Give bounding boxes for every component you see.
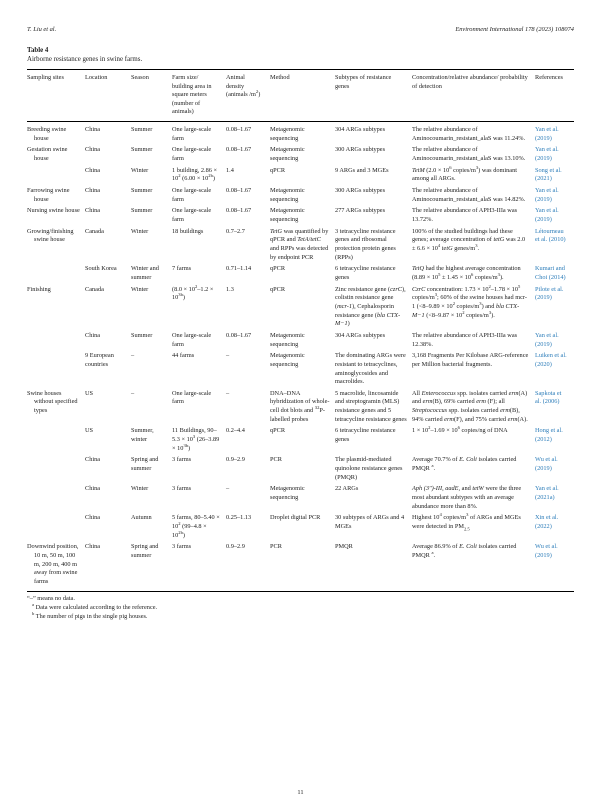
table-cell: PMQR <box>335 543 353 551</box>
table-cell: – <box>131 352 135 360</box>
table-cell: Nursing swine house <box>27 207 80 215</box>
table-cell: One large-scale farm <box>172 125 212 142</box>
table-cell: The relative abundance of APH3-IIIa was 12.38%. <box>412 331 518 348</box>
table-cell: 3 farms <box>172 456 192 464</box>
reference-link[interactable]: Yan et al. (2019) <box>535 331 559 348</box>
table-cell: One large-scale farm <box>172 146 212 162</box>
table-cell <box>27 455 85 484</box>
table-cell: 0.7–2.7 <box>226 227 245 235</box>
table-cell: 5 farms, $80-5.40 \times 10^2$ $(99-4.8 \times 10^{2b})$ <box>172 514 220 539</box>
table-cell: TetQ had the highest average concentration ($8.89 \times 10^5 \pm 1.45 \times 10^6$ copies/$m^3$). <box>412 265 521 281</box>
table-cell: qPCR <box>270 285 286 293</box>
table-cell: Gestation swine house <box>27 146 68 162</box>
table-cell: China <box>85 456 101 464</box>
reference-link[interactable]: Yan et al. (2019) <box>535 187 559 203</box>
table-cell: US <box>85 389 94 397</box>
table-cell: Spring and summer <box>131 543 159 559</box>
table-cell: 7 farms <box>172 265 192 273</box>
table-cell: 1.3 <box>226 285 234 293</box>
table-cell: 11 Buildings, $90-5.3 \times 10^3$ $(26-3.89 \times 10^{3b})$ <box>172 427 220 452</box>
table-cell: Summer <box>131 146 153 154</box>
table-label: Table 4 <box>27 47 49 54</box>
table-row <box>27 484 574 513</box>
table-cell: The plasmid-mediated quinolone resistance genes (PMQR) <box>335 456 403 481</box>
column-header: Subtypes of resistance genes <box>335 70 412 122</box>
table-cell: 1.4 <box>226 166 234 174</box>
reference-link[interactable]: Sapkota et al. (2006) <box>535 389 562 406</box>
table-cell: 44 farms <box>172 352 195 360</box>
table-cell: 3 tetracycline resistance genes and ribosomal protection protein genes (RPPs) <box>335 227 396 261</box>
table-cell: 0.9–2.9 <box>226 456 245 464</box>
reference-link[interactable]: Létourneau et al. (2010) <box>535 227 566 244</box>
table-row <box>27 186 574 206</box>
table-cell: South Korea <box>85 265 117 273</box>
table-cell: – <box>226 352 230 360</box>
table-row <box>27 388 574 426</box>
table-row <box>27 165 574 185</box>
table-cell: One large-scale farm <box>172 187 212 203</box>
table-cell: US <box>85 427 94 435</box>
reference-link[interactable]: Yan et al. (2019) <box>535 125 559 142</box>
column-header: Method <box>270 70 335 122</box>
table-cell: One large-scale farm <box>172 389 212 406</box>
table-cell: One large-scale farm <box>172 331 212 348</box>
table-cell: 3 farms <box>172 485 192 493</box>
journal-citation: Environment International 178 (2023) 108074 <box>455 26 574 33</box>
header-row <box>27 70 574 122</box>
table-cell: DNA–DNA hybridization of whole-cell dot blots and $^{32}$P-labelled probes <box>270 389 330 423</box>
table-footnotes <box>27 595 574 621</box>
table-cell: 6 tetracycline resistance genes <box>335 265 396 281</box>
table-cell: China <box>85 331 101 339</box>
table-cell: – <box>131 389 135 397</box>
table-caption: Airborne resistance genes in swine farms. <box>27 56 143 63</box>
column-header: Location <box>85 70 131 122</box>
table-cell: Metagenomic sequencing <box>270 146 305 162</box>
table-cell: Breeding swine house <box>27 125 67 142</box>
table-cell <box>27 165 85 185</box>
table-cell: – <box>226 389 230 397</box>
table-cell: Droplet digital PCR <box>270 514 321 522</box>
table-cell: Downwind position, 10 m, 50 m, 100 m, 200 m, 400 m away from swine farms <box>27 543 79 585</box>
table-cell: The relative abundance of APH3-IIIa was 13.72%. <box>412 207 518 224</box>
table-cell: Canada <box>85 285 104 293</box>
table-cell: Metagenomic sequencing <box>270 352 305 368</box>
table-row <box>27 513 574 542</box>
table-header <box>27 70 574 122</box>
table-cell: qPCR <box>270 166 286 174</box>
table-cell: Average 86.9% of E. Coli isolates carried PMQR $^a$. <box>412 543 517 559</box>
table-cell: 0.08–1.67 <box>226 207 252 215</box>
table-cell: 0.08–1.67 <box>226 146 252 154</box>
table-cell: 0.25–1.13 <box>226 514 252 522</box>
running-author: T. Liu et al. <box>27 26 57 33</box>
table-row <box>27 455 574 484</box>
reference-link[interactable]: Yan et al. (2021a) <box>535 485 559 501</box>
table-row <box>27 121 574 144</box>
table-cell: Metagenomic sequencing <box>270 125 305 142</box>
table-cell: TetM ($2.0 \times 10^6$ copies/$m^3$) was dominant among all ARGs. <box>412 164 517 183</box>
table-cell: China <box>85 485 101 493</box>
table-cell: Aph (3″)-III, aadE, and tetW were the three most abundant subtypes with an average abundance more than 8%. <box>412 485 522 510</box>
table-cell: 0.08–1.67 <box>226 331 252 339</box>
table-cell <box>27 330 85 350</box>
reference-link[interactable]: Pilote et al. (2019) <box>535 285 564 302</box>
reference-link[interactable]: Yan et al. (2019) <box>535 207 559 224</box>
table-cell <box>27 513 85 542</box>
table-cell: Summer <box>131 331 153 339</box>
table-cell: Metagenomic sequencing <box>270 187 305 203</box>
column-header: References <box>535 70 574 122</box>
column-header: Sampling sites <box>27 70 85 122</box>
table-body <box>27 121 574 591</box>
table-cell: China <box>85 125 101 133</box>
table-cell: Zinc resistance gene (czrC), colistin resistance gene (mcr-1), Cephalosporin resistance gene (bla CTX-M−1) <box>335 285 406 328</box>
page-number: 11 <box>297 789 304 796</box>
table-cell: 1 building, $2.86 \times 10^2$ $(6.00 \times 10^{2b})$ <box>172 166 218 183</box>
table-cell: $(8.0 \times 10^2-1.2 \times 10^{3b})$ <box>172 283 214 302</box>
table-cell: China <box>85 543 101 551</box>
table-cell: The relative abundance of Aminocoumarin_resistant_alaS was 11.24%. <box>412 125 526 142</box>
table-cell: The relative abundance of Aminocoumarin_resistant_alaS was 14.82%. <box>412 187 526 203</box>
table-cell: China <box>85 207 101 215</box>
table-cell: Metagenomic sequencing <box>270 485 305 501</box>
table-cell: China <box>85 514 101 522</box>
table-cell: 3 farms <box>172 543 192 551</box>
table-cell: 304 ARGs subtypes <box>335 125 386 133</box>
table-cell: China <box>85 166 101 174</box>
table-cell: Summer <box>131 125 153 133</box>
table-cell: 22 ARGs <box>335 485 359 493</box>
table-cell: Swine houses without specified types <box>27 389 78 415</box>
reference-link[interactable]: Song et al. (2021) <box>535 166 562 183</box>
table-cell: Summer <box>131 187 153 195</box>
reference-link[interactable]: Xin et al. (2022) <box>535 514 559 530</box>
table-cell: One large-scale farm <box>172 207 212 224</box>
table-cell <box>27 351 85 389</box>
table-cell: Winter <box>131 485 149 493</box>
table-row <box>27 542 574 592</box>
table-row <box>27 226 574 264</box>
reference-link[interactable]: Hong et al. (2012) <box>535 427 563 444</box>
table-cell <box>27 264 85 284</box>
table-cell: Farrowing swine house <box>27 187 70 203</box>
column-header: Season <box>131 70 172 122</box>
table-row <box>27 351 574 389</box>
column-header: Concentration/relative abundance/ probability of detection <box>412 70 535 122</box>
table-cell: Summer <box>131 207 153 215</box>
table-cell: The dominating ARGs were resistant to tetracyclines, aminoglycosides and macrolides. <box>335 352 406 386</box>
table-caption-block <box>27 46 574 64</box>
table-cell: All Enterococcus spp. isolates carried erm(A) and erm(B), 69% carried erm (F); all Streptococcus spp. isolates carried erm(B), 94% carried erm(F), and 75% carried erm(A). <box>412 389 528 423</box>
column-header: Animal density (animals $/m^2$) <box>226 70 270 122</box>
table-cell: $1 \times 10^2-1.69 \times 10^6$ copies/ng of DNA <box>412 425 508 435</box>
table-cell: The relative abundance of Aminocoumarin_resistant_alaS was 13.10%. <box>412 146 526 162</box>
table-cell: CzrC concentration: $1.73 \times 10^2-1.78 \times 10^5$ copies/$m^3$; 60% of the swine houses had mcr-1 ($<8-9.89 \times 10^2$ copies/$m^3$) and bla CTX-M−1 ($<8-9.87 \times 10^2$ copies/$m^3$). <box>412 283 527 319</box>
table-cell: qPCR <box>270 427 286 435</box>
table-cell: Autumn <box>131 514 152 522</box>
footnote: $^a$ Data were calculated according to the reference. <box>32 601 158 612</box>
table-cell: PCR <box>270 456 282 464</box>
table-cell: TetG was quantified by qPCR and TetA/tetC and RPPs was detected by endpoint PCR <box>270 227 329 261</box>
table-row <box>27 145 574 165</box>
table-cell: 300 ARGs subtypes <box>335 187 386 195</box>
table-cell: Canada <box>85 227 104 235</box>
table-cell: Winter and summer <box>131 265 159 281</box>
table-cell: 5 macrolide, lincosamide and streptogramin (MLS) resistance genes and 5 tetracycline resistance genes <box>335 389 407 423</box>
reference-link[interactable]: Luiken et al. (2020) <box>535 352 567 368</box>
table-cell: Winter <box>131 227 149 235</box>
table-row <box>27 264 574 284</box>
table-cell: China <box>85 187 101 195</box>
footnote: $^b$ The number of pigs in the single pig houses. <box>32 610 148 620</box>
table-row <box>27 206 574 226</box>
table-cell: 0.2–4.4 <box>226 427 245 435</box>
table-cell: 277 ARGs subtypes <box>335 207 386 215</box>
table-cell <box>27 426 85 455</box>
running-head <box>27 26 574 33</box>
table-cell: 0.08–1.67 <box>226 125 252 133</box>
table-cell: Average 70.7% of E. Coli isolates carried PMQR $^a$. <box>412 456 517 472</box>
table-cell: China <box>85 146 101 154</box>
table-cell: PCR <box>270 543 282 551</box>
table-cell: Metagenomic sequencing <box>270 331 305 348</box>
reference-link[interactable]: Yan et al. (2019) <box>535 146 559 162</box>
table-cell: Finishing <box>27 285 51 293</box>
table-cell: 3,168 Fragments Per Kilobase ARG-reference per Million bacterial fragments. <box>412 352 529 368</box>
table-cell: Winter <box>131 285 149 293</box>
table-cell: Winter <box>131 166 149 174</box>
resistance-genes-table <box>27 69 574 592</box>
table-cell: 30 subtypes of ARGs and 4 MGEs <box>335 514 405 530</box>
table-cell: 100% of the studied buildings had these genes; average concentration of tetG was $2.0 \pm 6.6 \times 10^4$ tetG genes/$m^3$. <box>412 227 526 253</box>
reference-link[interactable]: Kumari and Choi (2014) <box>535 265 566 281</box>
table-row <box>27 426 574 455</box>
table-cell: Summer, winter <box>131 427 154 444</box>
table-cell: 300 ARGs subtypes <box>335 146 386 154</box>
column-header: Farm size/ building area in square meters (number of animals) <box>172 70 226 122</box>
table-cell: – <box>226 485 230 493</box>
table-cell: 0.08–1.67 <box>226 187 252 195</box>
table-cell <box>27 484 85 513</box>
reference-link[interactable]: Wu et al. (2019) <box>535 543 558 559</box>
table-cell: Highest $10^4$ copies/$m^3$ of ARGs and MGEs were detected in $PM_{2.5}$ <box>412 512 521 532</box>
table-cell: 0.9–2.9 <box>226 543 245 551</box>
table-cell: Growing/finishing swine house <box>27 227 74 244</box>
table-cell: Metagenomic sequencing <box>270 207 305 224</box>
table-row <box>27 330 574 350</box>
table-row <box>27 284 574 330</box>
table-cell: 18 buildings <box>172 227 204 235</box>
table-cell: qPCR <box>270 265 286 273</box>
table-cell: Spring and summer <box>131 456 159 472</box>
footnote: “–” means no data. <box>27 595 75 603</box>
table-cell: 0.71–1.14 <box>226 265 252 273</box>
reference-link[interactable]: Wu et al. (2019) <box>535 456 558 472</box>
table-cell: 9 European countries <box>85 352 114 368</box>
table-cell: 304 ARGs subtypes <box>335 331 386 339</box>
table-cell: 9 ARGs and 3 MGEs <box>335 166 389 174</box>
table-cell: 6 tetracycline resistance genes <box>335 427 396 444</box>
